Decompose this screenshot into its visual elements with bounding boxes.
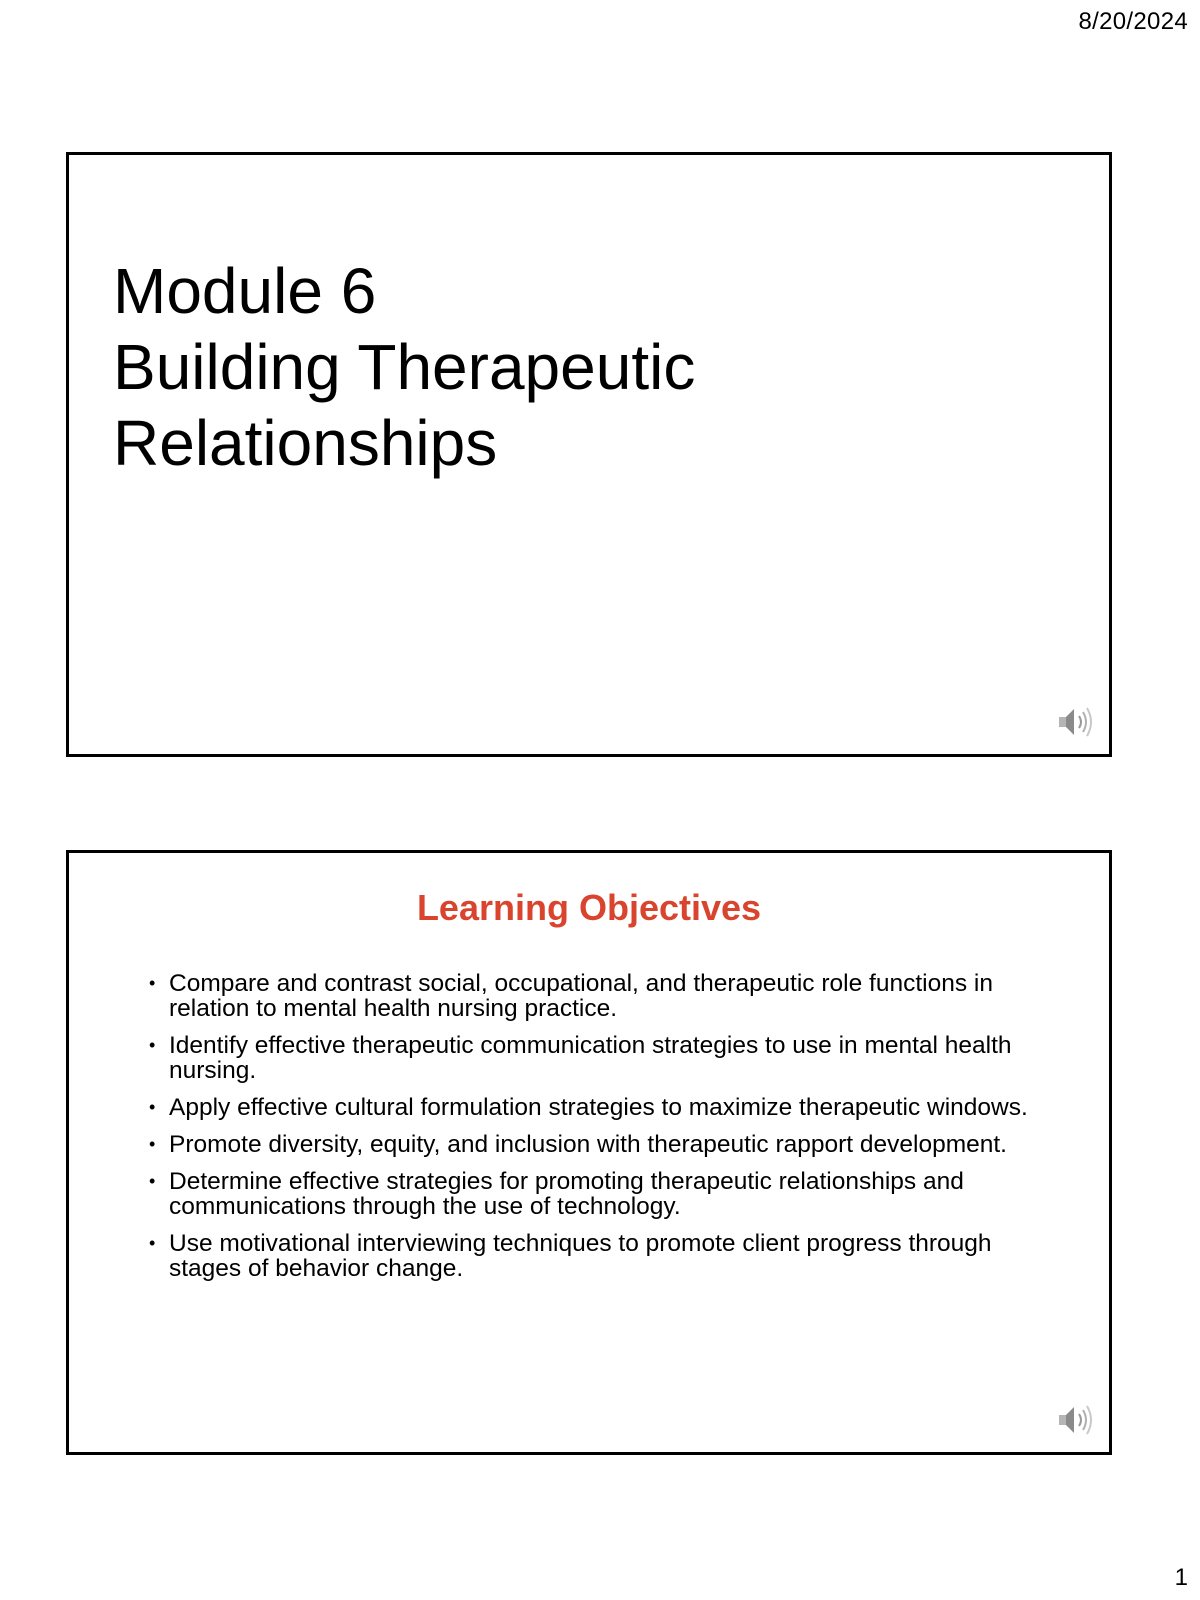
bullet-icon: • [149, 1233, 156, 1253]
objectives-heading: Learning Objectives [416, 887, 762, 928]
bullet-icon: • [149, 1097, 156, 1117]
objective-text: Apply effective cultural formulation strategies to maximize therapeutic windows. [169, 1094, 1028, 1121]
list-item [147, 1169, 1047, 1219]
list-item [147, 1033, 1047, 1083]
title-line: Building Therapeutic [113, 331, 696, 403]
title-line: Relationships [113, 407, 498, 479]
objective-text: Compare and contrast social, occupational, and therapeutic role functions in relation to mental health nursing practice. [169, 970, 993, 1022]
bullet-icon: • [149, 1171, 156, 1191]
objective-text: Identify effective therapeutic communication strategies to use in mental health nursing. [169, 1032, 1012, 1084]
slide-title [66, 152, 1112, 757]
list-item [147, 1231, 1047, 1281]
bullet-icon: • [149, 1035, 156, 1055]
list-item [147, 1132, 1047, 1157]
objective-text: Determine effective strategies for promoting therapeutic relationships and communications through the use of technology. [169, 1168, 964, 1220]
objective-text: Promote diversity, equity, and inclusion with therapeutic rapport development. [169, 1131, 1007, 1158]
title-line: Module 6 [113, 255, 377, 327]
bullet-icon: • [149, 1134, 156, 1154]
objectives-list [147, 971, 1047, 1293]
bullet-icon: • [149, 973, 156, 993]
page-number: 1 [1174, 1564, 1188, 1591]
page-date: 8/20/2024 [1078, 8, 1188, 35]
objective-text: Use motivational interviewing techniques to promote client progress through stages of behavior change. [169, 1230, 992, 1282]
speaker-icon[interactable] [1055, 704, 1095, 740]
slide-title-text [113, 253, 695, 481]
slide-objectives [66, 850, 1112, 1455]
speaker-icon[interactable] [1055, 1402, 1095, 1438]
list-item [147, 971, 1047, 1021]
list-item [147, 1095, 1047, 1120]
